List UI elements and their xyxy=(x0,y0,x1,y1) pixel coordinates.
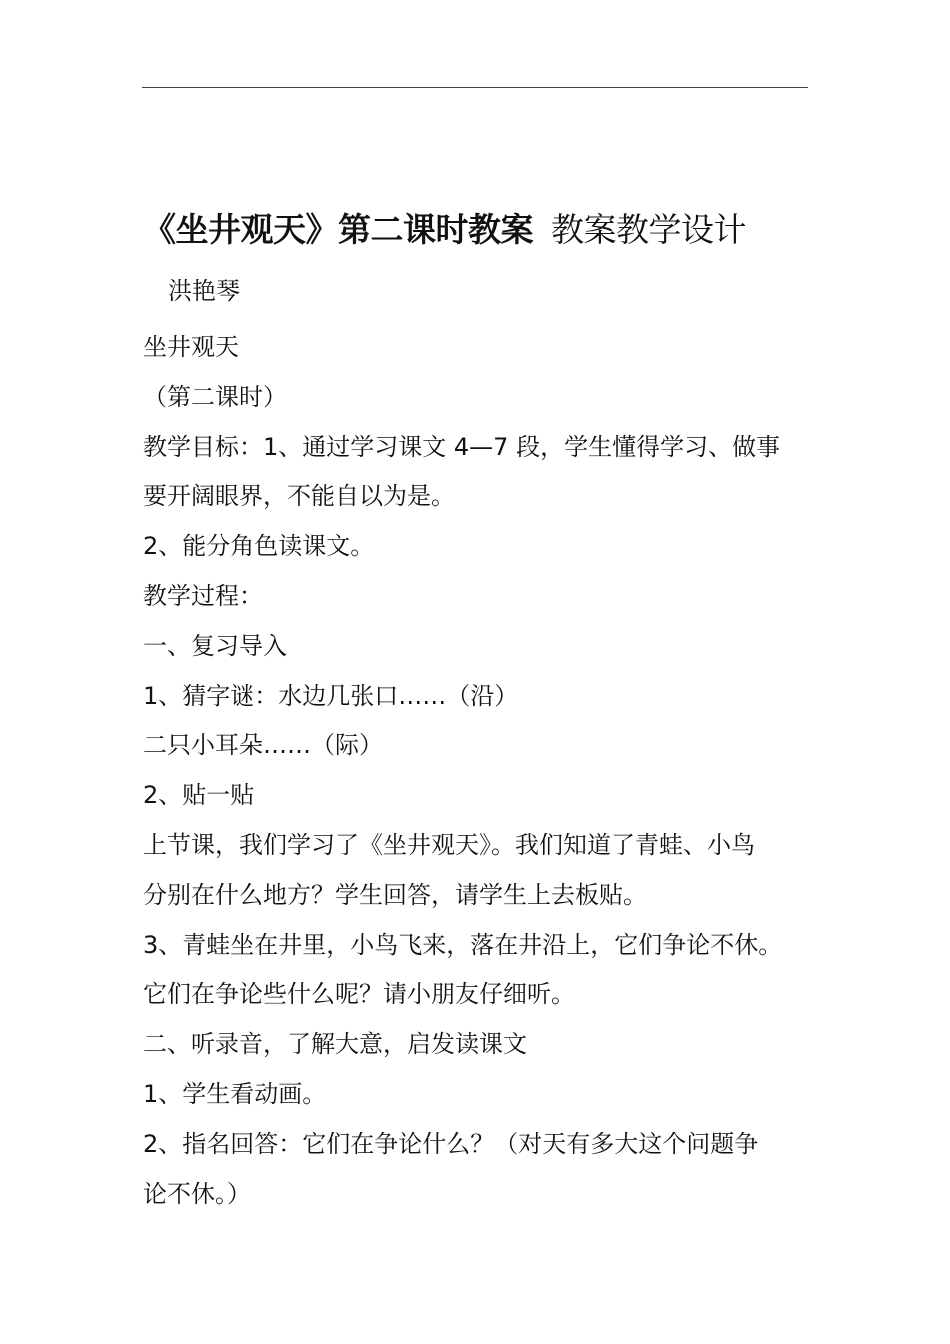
text-line: 教学过程： xyxy=(143,581,263,610)
title-main: 《坐井观天》第二课时教案 xyxy=(143,210,533,249)
text-line: （第二课时） xyxy=(143,382,287,411)
text-line: 它们在争论些什么呢？请小朋友仔细听。 xyxy=(143,980,575,1009)
text-line: 上节课，我们学习了《坐井观天》。我们知道了青蛙、小鸟 xyxy=(143,830,755,859)
text-line: 要开阔眼界，不能自以为是。 xyxy=(143,482,455,511)
document-body xyxy=(143,323,823,1219)
text-line: 分别在什么地方？学生回答，请学生上去板贴。 xyxy=(143,880,647,909)
document-title xyxy=(143,206,843,254)
text-line: 1、猜字谜：水边几张口……（沿） xyxy=(143,681,519,710)
header-rule xyxy=(142,87,808,88)
text-line: 论不休。） xyxy=(143,1179,251,1208)
text-line: 2、能分角色读课文。 xyxy=(143,532,375,561)
text-line: 2、指名回答：它们在争论什么？（对天有多大这个问题争 xyxy=(143,1129,759,1158)
text-line: 2、贴一贴 xyxy=(143,781,255,810)
text-line: 教学目标：1、通过学习课文 4—7 段，学生懂得学习、做事 xyxy=(143,432,781,461)
text-line: 3、青蛙坐在井里，小鸟飞来，落在井沿上，它们争论不休。 xyxy=(143,930,783,959)
author-name: 洪艳琴 xyxy=(168,277,240,305)
text-line: 二只小耳朵……（际） xyxy=(143,731,383,760)
text-line: 1、学生看动画。 xyxy=(143,1079,327,1108)
text-line: 坐井观天 xyxy=(143,333,239,361)
text-line: 二、听录音，了解大意，启发读课文 xyxy=(143,1030,527,1059)
title-sub: 教案教学设计 xyxy=(551,210,746,249)
text-line: 一、复习导入 xyxy=(143,631,287,660)
